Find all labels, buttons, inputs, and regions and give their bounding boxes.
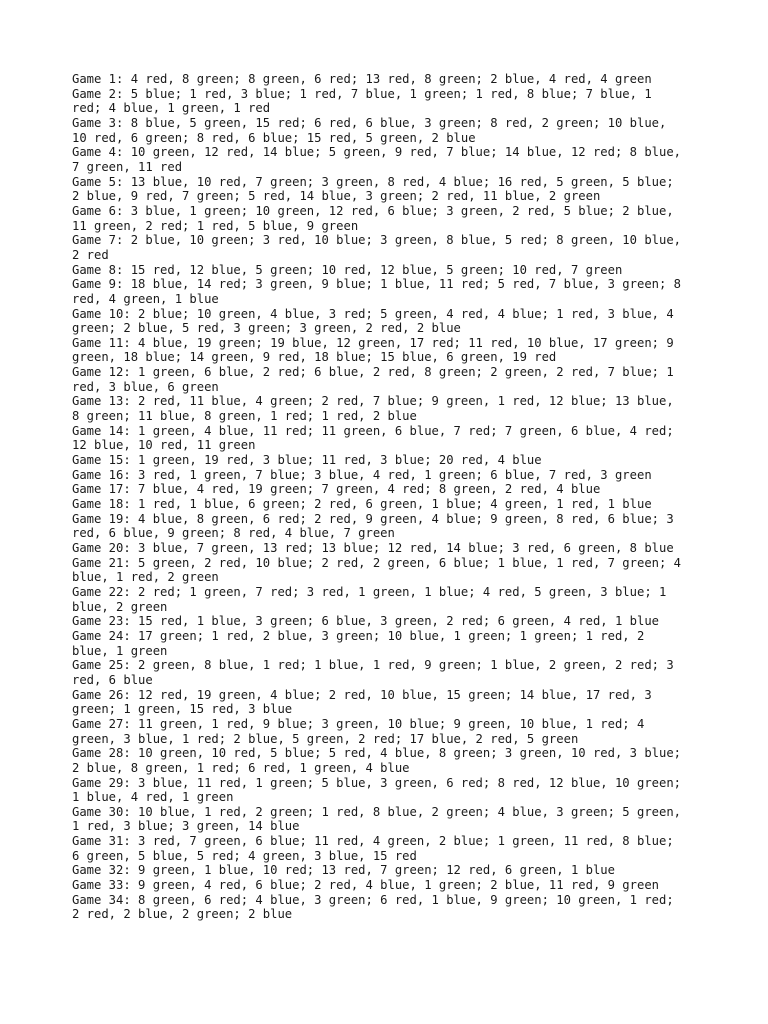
text-line: Game 14: 1 green, 4 blue, 11 red; 11 green, 6 blue, 7 red; 7 green, 6 blue, 4 red; [72,423,674,438]
text-line: Game 13: 2 red, 11 blue, 4 green; 2 red, 7 blue; 9 green, 1 red, 12 blue; 13 blue, [72,394,674,409]
text-line: Game 18: 1 red, 1 blue, 6 green; 2 red, 6 green, 1 blue; 4 green, 1 red, 1 blue [72,497,652,512]
text-line: blue, 2 green [72,599,168,614]
text-line: Game 11: 4 blue, 19 green; 19 blue, 12 green, 17 red; 11 red, 10 blue, 17 green; 9 [72,335,674,350]
text-line: green, 3 blue, 1 red; 2 blue, 5 green, 2 red; 17 blue, 2 red, 5 green [72,731,579,746]
text-line: 11 green, 2 red; 1 red, 5 blue, 9 green [72,218,359,233]
text-line: red, 6 blue [72,672,153,687]
text-line: Game 15: 1 green, 19 red, 3 blue; 11 red, 3 blue; 20 red, 4 blue [72,453,542,468]
text-line: Game 34: 8 green, 6 red; 4 blue, 3 green; 6 red, 1 blue, 9 green; 10 green, 1 red; [72,892,674,907]
text-line: Game 17: 7 blue, 4 red, 19 green; 7 green, 4 red; 8 green, 2 red, 4 blue [72,482,601,497]
text-line: 6 green, 5 blue, 5 red; 4 green, 3 blue, 15 red [72,848,417,863]
text-line: Game 29: 3 blue, 11 red, 1 green; 5 blue, 3 green, 6 red; 8 red, 12 blue, 10 green; [72,775,682,790]
text-line: 1 blue, 4 red, 1 green [72,790,234,805]
document-body [72,72,704,922]
text-line: red, 3 blue, 6 green [72,379,219,394]
text-line: Game 22: 2 red; 1 green, 7 red; 3 red, 1 green, 1 blue; 4 red, 5 green, 3 blue; 1 [72,584,667,599]
text-line: Game 19: 4 blue, 8 green, 6 red; 2 red, 9 green, 4 blue; 9 green, 8 red, 6 blue; 3 [72,511,674,526]
text-line: 8 green; 11 blue, 8 green, 1 red; 1 red, 2 blue [72,409,417,424]
text-line: 12 blue, 10 red, 11 green [72,438,256,453]
text-line: green, 18 blue; 14 green, 9 red, 18 blue; 15 blue, 6 green, 19 red [72,350,557,365]
text-line: Game 30: 10 blue, 1 red, 2 green; 1 red, 8 blue, 2 green; 4 blue, 3 green; 5 green, [72,804,682,819]
text-line: Game 7: 2 blue, 10 green; 3 red, 10 blue; 3 green, 8 blue, 5 red; 8 green, 10 blue, [72,233,682,248]
text-line: Game 2: 5 blue; 1 red, 3 blue; 1 red, 7 blue, 1 green; 1 red, 8 blue; 7 blue, 1 [72,86,652,101]
text-line: Game 33: 9 green, 4 red, 6 blue; 2 red, 4 blue, 1 green; 2 blue, 11 red, 9 green [72,878,659,893]
text-line: 10 red, 6 green; 8 red, 6 blue; 15 red, 5 green, 2 blue [72,130,476,145]
text-line: Game 10: 2 blue; 10 green, 4 blue, 3 red; 5 green, 4 red, 4 blue; 1 red, 3 blue, 4 [72,306,674,321]
text-line: 2 blue, 8 green, 1 red; 6 red, 1 green, 4 blue [72,760,410,775]
text-line: Game 31: 3 red, 7 green, 6 blue; 11 red, 4 green, 2 blue; 1 green, 11 red, 8 blue; [72,834,674,849]
text-line: 7 green, 11 red [72,159,183,174]
text-line: Game 25: 2 green, 8 blue, 1 red; 1 blue, 1 red, 9 green; 1 blue, 2 green, 2 red; 3 [72,658,674,673]
text-line: blue, 1 green [72,643,168,658]
text-line: red, 6 blue, 9 green; 8 red, 4 blue, 7 green [72,526,395,541]
text-line: 2 red, 2 blue, 2 green; 2 blue [72,907,293,922]
text-line: green; 2 blue, 5 red, 3 green; 3 green, 2 red, 2 blue [72,321,461,336]
text-line: Game 20: 3 blue, 7 green, 13 red; 13 blue; 12 red, 14 blue; 3 red, 6 green, 8 blue [72,541,674,555]
text-line: Game 23: 15 red, 1 blue, 3 green; 6 blue, 3 green, 2 red; 6 green, 4 red, 1 blue [72,614,659,629]
text-line: Game 26: 12 red, 19 green, 4 blue; 2 red, 10 blue, 15 green; 14 blue, 17 red, 3 [72,687,652,702]
text-line: Game 12: 1 green, 6 blue, 2 red; 6 blue, 2 red, 8 green; 2 green, 2 red, 7 blue; 1 [72,365,674,380]
text-line: blue, 1 red, 2 green [72,570,219,585]
text-line: Game 24: 17 green; 1 red, 2 blue, 3 green; 10 blue, 1 green; 1 green; 1 red, 2 [72,628,645,643]
text-line: 2 red [72,247,109,262]
text-line: red, 4 green, 1 blue [72,291,219,306]
text-line: 1 red, 3 blue; 3 green, 14 blue [72,819,300,834]
text-line: Game 8: 15 red, 12 blue, 5 green; 10 red, 12 blue, 5 green; 10 red, 7 green [72,262,623,277]
text-line: Game 3: 8 blue, 5 green, 15 red; 6 red, 6 blue, 3 green; 8 red, 2 green; 10 blue, [72,115,667,130]
text-line: Game 27: 11 green, 1 red, 9 blue; 3 green, 10 blue; 9 green, 10 blue, 1 red; 4 [72,716,645,731]
text-line: red; 4 blue, 1 green, 1 red [72,101,271,116]
text-line: Game 9: 18 blue, 14 red; 3 green, 9 blue; 1 blue, 11 red; 5 red, 7 blue, 3 green; 8 [72,277,682,292]
text-line: Game 5: 13 blue, 10 red, 7 green; 3 green, 8 red, 4 blue; 16 red, 5 green, 5 blue; [72,174,674,189]
text-line: Game 4: 10 green, 12 red, 14 blue; 5 green, 9 red, 7 blue; 14 blue, 12 red; 8 blue, [72,145,682,160]
text-line: 2 blue, 9 red, 7 green; 5 red, 14 blue, 3 green; 2 red, 11 blue, 2 green [72,189,601,204]
text-line: Game 16: 3 red, 1 green, 7 blue; 3 blue, 4 red, 1 green; 6 blue, 7 red, 3 green [72,467,652,482]
text-line: Game 21: 5 green, 2 red, 10 blue; 2 red, 2 green, 6 blue; 1 blue, 1 red, 7 green; 4 [72,555,682,570]
text-line: green; 1 green, 15 red, 3 blue [72,702,293,717]
text-line: Game 6: 3 blue, 1 green; 10 green, 12 red, 6 blue; 3 green, 2 red, 5 blue; 2 blue, [72,203,674,218]
text-line: Game 32: 9 green, 1 blue, 10 red; 13 red, 7 green; 12 red, 6 green, 1 blue [72,863,615,878]
text-line: Game 1: 4 red, 8 green; 8 green, 6 red; 13 red, 8 green; 2 blue, 4 red, 4 green [72,72,652,86]
text-line: Game 28: 10 green, 10 red, 5 blue; 5 red, 4 blue, 8 green; 3 green, 10 red, 3 blue; [72,746,682,761]
